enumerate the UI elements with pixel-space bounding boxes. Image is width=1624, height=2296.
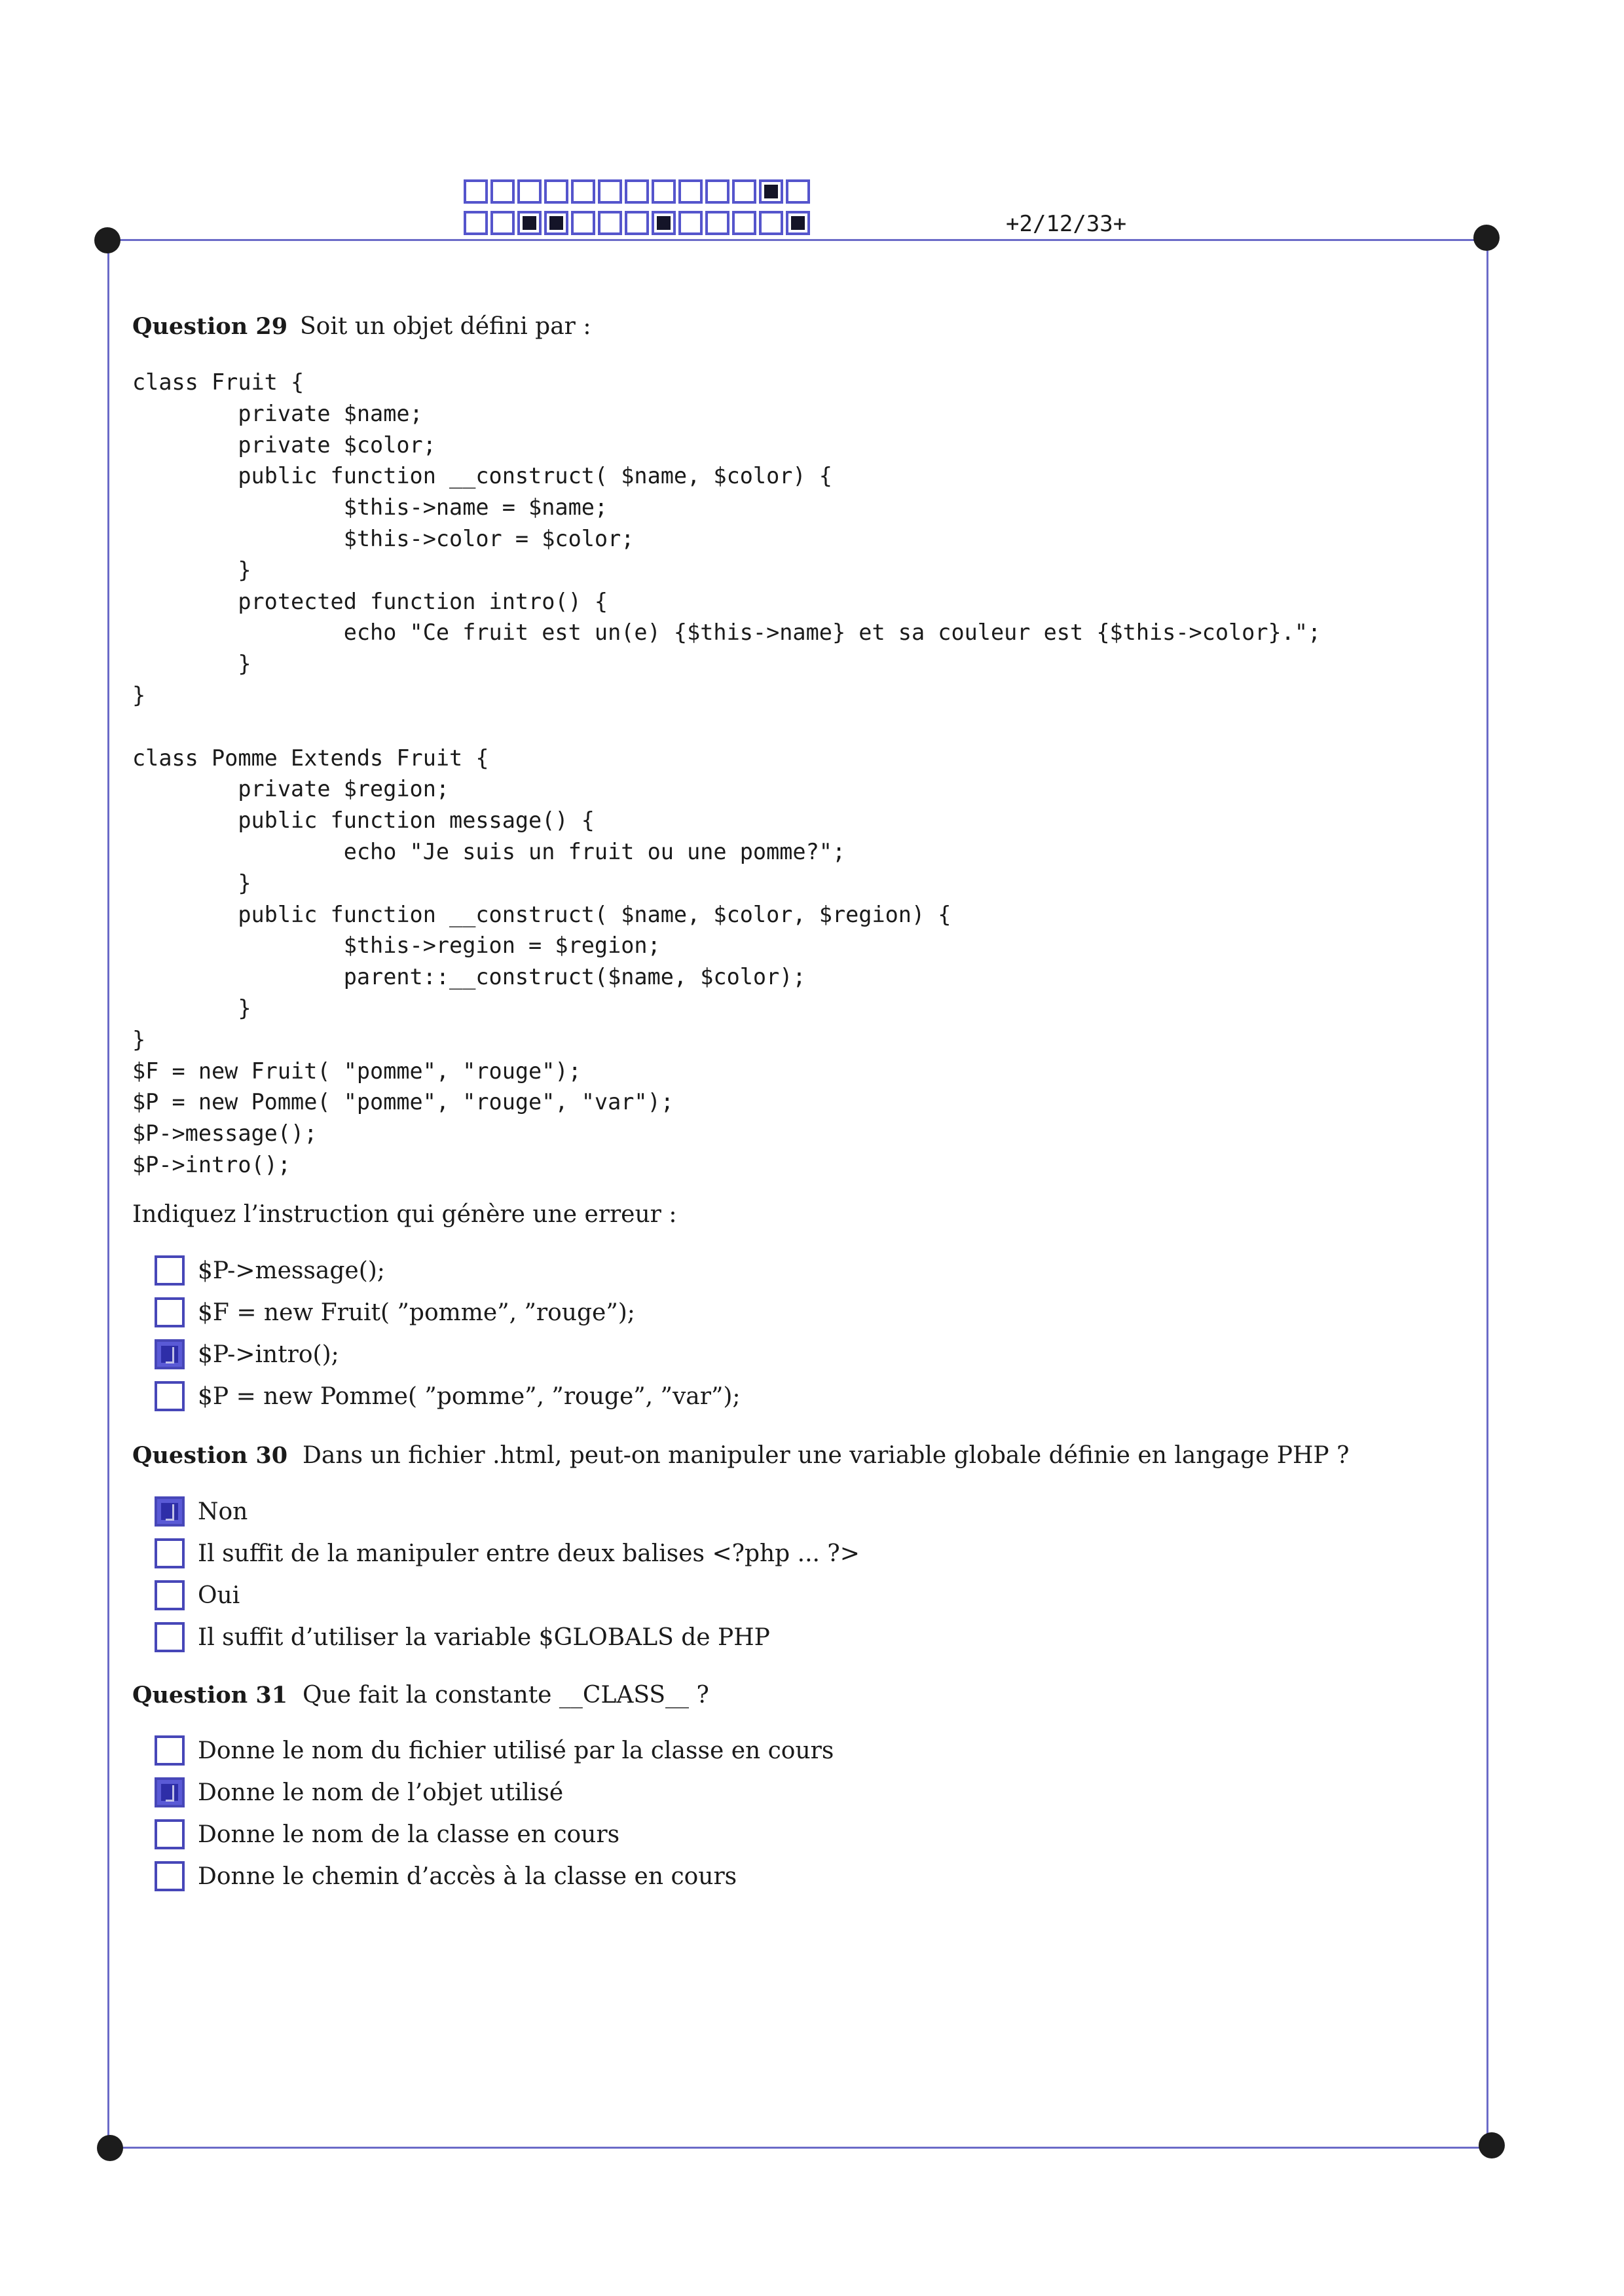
q30-option-2[interactable] xyxy=(155,1537,860,1570)
code-cell xyxy=(678,179,703,204)
checkbox[interactable] xyxy=(155,1819,185,1849)
q29-option-4[interactable] xyxy=(155,1380,741,1413)
checkbox[interactable] xyxy=(155,1777,185,1807)
frame-top-line xyxy=(107,239,1486,241)
code-cell xyxy=(759,211,783,235)
question-29-header xyxy=(132,313,591,340)
q29-option-3[interactable] xyxy=(155,1338,339,1371)
code-cell xyxy=(652,179,676,204)
checkbox[interactable] xyxy=(155,1735,185,1766)
corner-marker-top-right xyxy=(1473,225,1500,251)
question-30-header xyxy=(132,1442,1350,1469)
code-cell xyxy=(571,211,595,235)
code-cell xyxy=(786,179,810,204)
option-label: $P->message(); xyxy=(198,1257,385,1284)
code-cell xyxy=(705,179,729,204)
checkbox[interactable] xyxy=(155,1538,185,1568)
q31-option-2[interactable] xyxy=(155,1776,563,1809)
code-cell xyxy=(705,211,729,235)
code-cell xyxy=(625,211,649,235)
frame-bottom-line xyxy=(109,2147,1493,2149)
code-cell xyxy=(759,179,783,204)
checkbox[interactable] xyxy=(155,1255,185,1286)
corner-marker-bottom-left xyxy=(97,2135,123,2161)
checkbox[interactable] xyxy=(155,1297,185,1327)
checkbox[interactable] xyxy=(155,1622,185,1652)
question-label: Question 30 xyxy=(132,1442,288,1469)
code-cell xyxy=(678,211,703,235)
code-cell xyxy=(732,211,756,235)
php-code-block: class Fruit { private $name; private $color; public function __construct( $name, $color) { $this->name = $name; $this->color = $color; } protected function intro() { echo "Ce fruit est un(e) {$this->name} et sa couleur est {$this->color}."; } } class Pomme Extends Fruit { private $region; public function message() { echo "Je suis un fruit ou une pomme?"; } public function __construct( $name, $color, $region) { $this->region = $region; parent::__construct($name, $color); } } $F = new Fruit( "pomme", "rouge"); $P = new Pomme( "pomme", "rouge", "var"); $P->message(); $P->intro(); xyxy=(132,369,1321,1177)
code-cell xyxy=(517,179,542,204)
option-label: Donne le nom de la classe en cours xyxy=(198,1821,620,1848)
q30-option-3[interactable] xyxy=(155,1579,240,1612)
corner-marker-top-left xyxy=(94,227,120,253)
question-label: Question 29 xyxy=(132,313,288,340)
code-cell xyxy=(786,211,810,235)
checkbox[interactable] xyxy=(155,1861,185,1891)
checkbox[interactable] xyxy=(155,1381,185,1411)
code-cell xyxy=(517,211,542,235)
binary-code-row-2 xyxy=(464,211,810,237)
option-label: $F = new Fruit( ”pomme”, ”rouge”); xyxy=(198,1299,635,1326)
code-cell xyxy=(464,179,488,204)
option-label: Il suffit d’utiliser la variable $GLOBALS de PHP xyxy=(198,1623,770,1651)
option-label: Donne le chemin d’accès à la classe en cours xyxy=(198,1862,737,1890)
page-marker: +2/12/33+ xyxy=(1006,211,1127,237)
question-29-prompt: Indiquez l’instruction qui génère une erreur : xyxy=(132,1201,677,1228)
frame-left-line xyxy=(107,239,109,2148)
option-label: Non xyxy=(198,1498,248,1525)
q29-option-1[interactable] xyxy=(155,1254,385,1287)
q29-option-2[interactable] xyxy=(155,1296,635,1329)
q30-option-1[interactable] xyxy=(155,1495,248,1528)
checkbox[interactable] xyxy=(155,1496,185,1527)
code-cell xyxy=(652,211,676,235)
question-text: Que fait la constante __CLASS__ ? xyxy=(303,1682,709,1709)
option-label: $P = new Pomme( ”pomme”, ”rouge”, ”var”); xyxy=(198,1382,741,1410)
code-cell xyxy=(732,179,756,204)
binary-code-row-1 xyxy=(464,179,810,206)
code-cell xyxy=(490,179,515,204)
corner-marker-bottom-right xyxy=(1479,2132,1505,2158)
code-cell xyxy=(598,179,622,204)
checkbox[interactable] xyxy=(155,1339,185,1369)
code-cell xyxy=(490,211,515,235)
checkbox[interactable] xyxy=(155,1580,185,1610)
q31-option-4[interactable] xyxy=(155,1860,737,1893)
option-label: Il suffit de la manipuler entre deux balises <?php ... ?> xyxy=(198,1540,860,1567)
option-label: Donne le nom du fichier utilisé par la classe en cours xyxy=(198,1737,834,1764)
code-cell xyxy=(625,179,649,204)
q31-option-3[interactable] xyxy=(155,1818,619,1851)
option-label: Donne le nom de l’objet utilisé xyxy=(198,1779,564,1806)
question-31-header xyxy=(132,1682,709,1709)
option-label: Oui xyxy=(198,1582,240,1609)
code-cell xyxy=(571,179,595,204)
frame-right-line xyxy=(1486,239,1488,2147)
code-cell xyxy=(464,211,488,235)
code-cell xyxy=(598,211,622,235)
q30-option-4[interactable] xyxy=(155,1621,770,1654)
question-text: Dans un fichier .html, peut-on manipuler une variable globale définie en langage PHP ? xyxy=(303,1442,1350,1469)
option-label: $P->intro(); xyxy=(198,1341,339,1368)
q31-option-1[interactable] xyxy=(155,1734,834,1767)
code-cell xyxy=(544,179,568,204)
question-label: Question 31 xyxy=(132,1682,288,1709)
question-text: Soit un objet défini par : xyxy=(300,313,591,340)
code-cell xyxy=(544,211,568,235)
